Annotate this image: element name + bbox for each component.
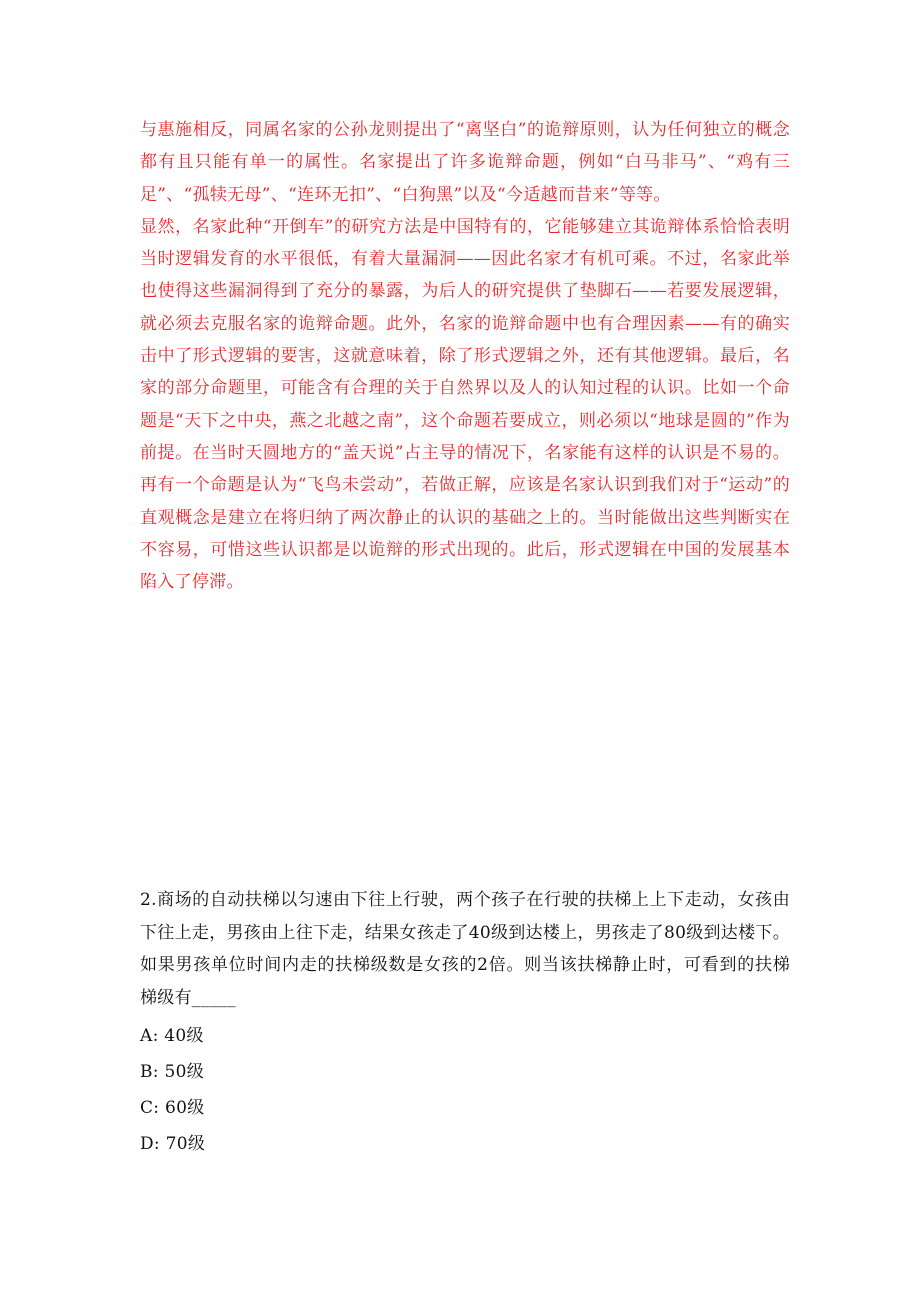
option-b: B: 50级 xyxy=(140,1062,205,1082)
option-a: A: 40级 xyxy=(140,1026,204,1046)
option-list xyxy=(140,1018,790,1162)
question-block xyxy=(140,884,790,1162)
answer-explanation xyxy=(140,114,790,598)
option-d: D: 70级 xyxy=(140,1134,206,1154)
question-stem: 2.商场的自动扶梯以匀速由下往上行驶，两个孩子在行驶的扶梯上上下走动，女孩由下往上走，男孩由上往下走，结果女孩走了40级到达楼上，男孩走了80级到达楼下。如果男孩单位时间内走的扶梯级数是女孩的2倍。则当该扶梯静止时，可看到的扶梯梯级有_____ xyxy=(140,890,790,1008)
answer-paragraph: 与惠施相反，同属名家的公孙龙则提出了“离坚白”的诡辩原则，认为任何独立的概念都有且只能有单一的属性。名家提出了许多诡辩命题，例如“白马非马”、“鸡有三足”、“孤犊无母”、“连环无扣”、“白狗黑”以及“今适越而昔来”等等。 xyxy=(140,120,790,205)
option-c: C: 60级 xyxy=(140,1098,205,1118)
answer-paragraph: 显然，名家此种“开倒车”的研究方法是中国特有的，它能够建立其诡辩体系恰恰表明当时逻辑发育的水平很低，有着大量漏洞——因此名家才有机可乘。不过，名家此举也使得这些漏洞得到了充分的暴露，为后人的研究提供了垫脚石——若要发展逻辑，就必须去克服名家的诡辩命题。此外，名家的诡辩命题中也有合理因素——有的确实击中了形式逻辑的要害，这就意味着，除了形式逻辑之外，还有其他逻辑。最后，名家的部分命题里，可能含有合理的关于自然界以及人的认知过程的认识。比如一个命题是“天下之中央，燕之北越之南”，这个命题若要成立，则必须以“地球是圆的”作为前提。在当时天圆地方的“盖天说”占主导的情况下，名家能有这样的认识是不易的。再有一个命题是认为“飞鸟未尝动”，若做正解，应该是名家认识到我们对于“运动”的直观概念是建立在将归纳了两次静止的认识的基础之上的。当时能做出这些判断实在不容易，可惜这些认识都是以诡辩的形式出现的。此后，形式逻辑在中国的发展基本陷入了停滞。 xyxy=(140,216,790,593)
